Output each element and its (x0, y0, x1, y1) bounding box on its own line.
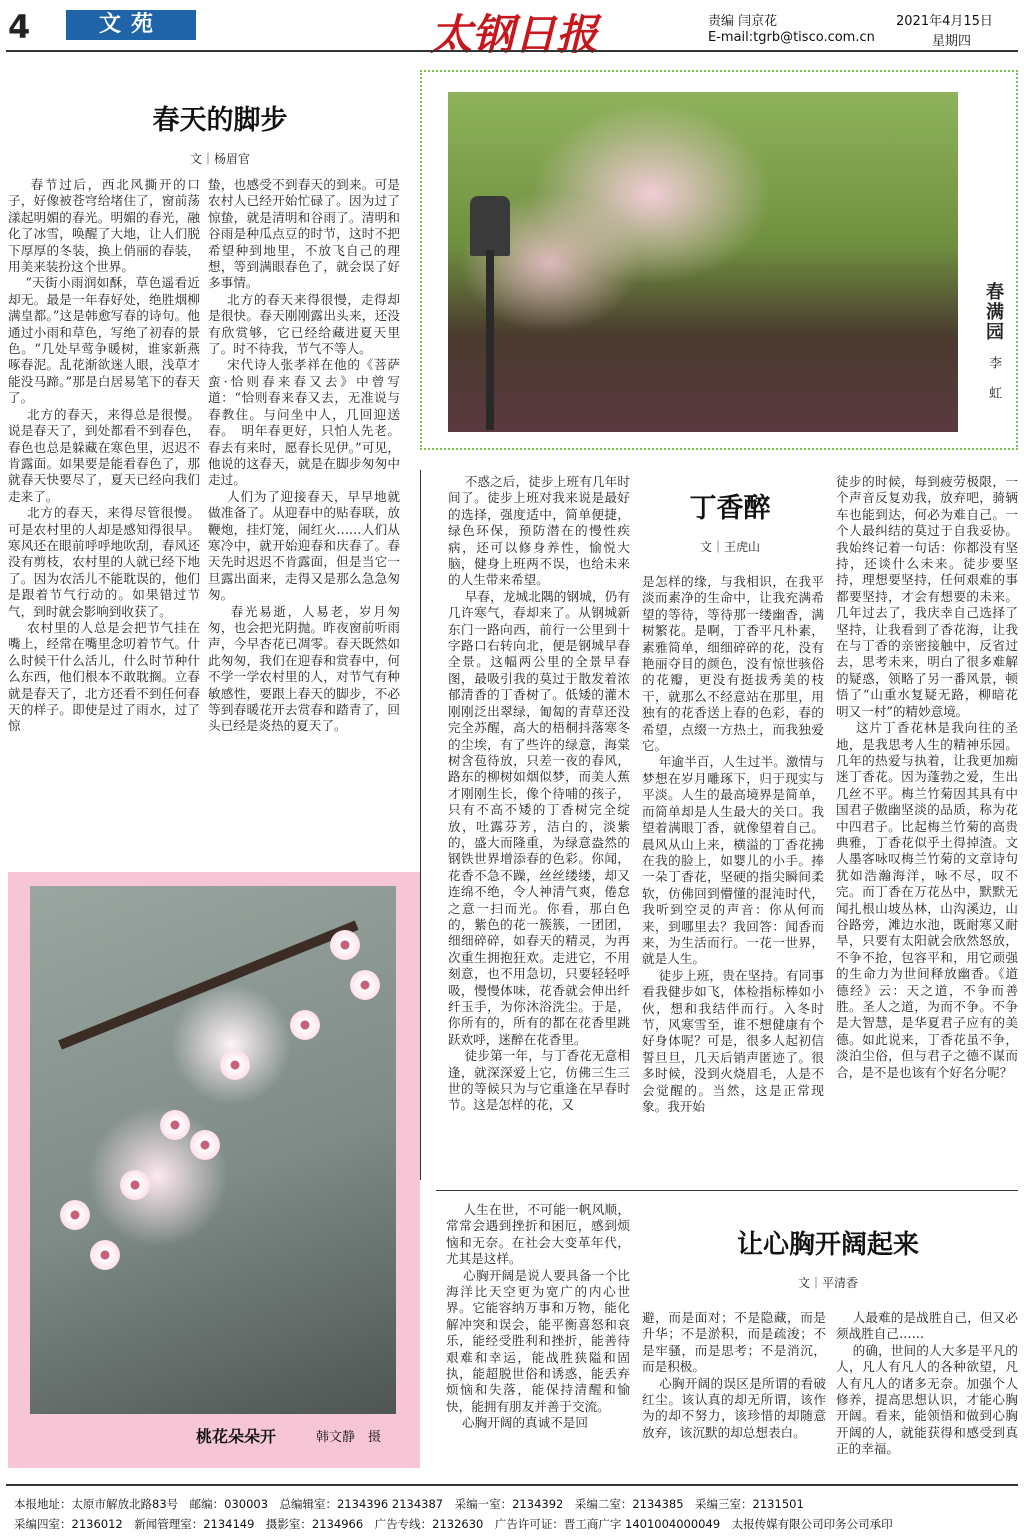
article2-col3: 徒步的时候，每到疲劳极限，一个声音反复劝我，放弃吧，骑辆车也能到达，何必为难自己。一个人最纠结的莫过于自我妥协。我始终记着一句话：你都没有坚持，还谈什么未来。徒步要坚持，理想要坚持，任何艰难的事都要坚持，才会有想要的未来。几年过去了，我庆幸自己选择了坚持，让我看到了香花海，让我在与丁香的亲密接触中，反省过去，思考未来，明白了很多难解的疑惑，领略了另一番风景，顿悟了“山重水复疑无路，柳暗花明又一村”的精妙意境。 这片丁香花林是我向往的圣地，是我思考人生的精神乐园。几年的热爱与执着，让我更加痴迷丁香花。因为蓬勃之爱，生出几丝不平。梅兰竹菊因其具有中国君子傲幽坚淡的品质，称为花中四君子。比起梅兰竹菊的高贵典雅，丁香花似乎土得掉渣。文人墨客咏叹梅兰竹菊的文章诗句犹如浩瀚海洋，咏不尽，叹不完。而丁香在万花丛中，默默无闻扎根山坡丛林，山沟溪边，山谷路旁，滩边水池，既耐寒又耐旱，只要有太阳就会欣然怒放，不争不抢，包容平和，用它顽强的生命力为世间释放幽香。《道德经》云：天之道，不争而善胜。圣人之道，为而不争。不争是大智慧，是华夏君子应有的美德。如此说来，丁香花虽不争，淡泊尘俗，但与君子之德不谋而合，是不是也该有个好名分呢？ (836, 474, 1018, 1080)
masthead: 太钢日报 (430, 10, 599, 59)
photo1-author: 李 虹 (986, 356, 1001, 401)
section-rule (436, 1190, 1018, 1191)
blossom-icon (160, 1110, 190, 1140)
blossom-icon (120, 1170, 150, 1200)
spring-garden-photo (448, 92, 958, 432)
article1-col1: 春节过后，西北风撕开的口子，好像被苍穹给堵住了，窗前荡漾起明媚的春光。明媚的春光，融化了冰雪，唤醒了大地，让人们脱下厚厚的冬装，换上俏丽的春装，用美来装扮这个世界。 “天街小雨润如酥，草色遥看近却无。最是一年春好处，绝胜烟柳满皇都。”这是韩愈写春的诗句。他通过小雨和草色，写绝了初春的景色。“几处早莺争暖树，谁家新燕啄春泥。乱花渐欲迷人眼，浅草才能没马蹄。”那是白居易笔下的春天了。 北方的春天，来得总是很慢。说是春天了，到处都看不到春色，春色也总是躲藏在寒色里，迟迟不肯露面。如果要是能看春色了，那就春天快要尽了，夏天已经向我们走来了。 北方的春天，来得尽管很慢。可是农村里的人却是感知得很早。寒风还在眼前呼呼地吹刮，春风还没有剪枝，农村里的人就已经下地了。因为农活儿不能耽误的，他们是跟着节气行动的。如果错过节气，到时就会影响到收获了。 农村里的人总是会把节气挂在嘴上，经常在嘴里念叨着节气。什么时候干什么活儿，什么时节种什么东西，他们根本不敢耽搁。立春就是春天了，北方还看不到任何春天的样子。即使是过了雨水，过了惊 (8, 177, 200, 734)
weekday: 星期四 (932, 34, 972, 49)
article1-byline: 文｜杨眉官 (189, 152, 250, 166)
section-label: 文苑 (66, 10, 196, 40)
issue-date: 2021年4月15日 (896, 14, 993, 29)
article2-title: 丁香醉 (689, 493, 771, 524)
blossom-icon (60, 1200, 90, 1230)
photo2-caption: 桃花朵朵开 (196, 1427, 277, 1446)
article2-col1: 不惑之后，徒步上班有几年时间了。徒步上班对我来说是最好的选择，强度适中，简单便捷，绿色环保，预防潜在的慢性疾病，还可以修身养性，愉悦大脑，健身上班两不误，也给未来的人生带来希望。 早春，龙城北隅的钢城，仍有几许寒气，春却来了。从钢城新东门一路向西，前行一公里到十字路口右转向北，便是钢城早春全景。这幅两公里的全景早春图，最吸引我的莫过于散发着浓郁清香的丁香树了。低矮的灌木刚刚泛出翠绿，匍匐的青草还没完全苏醒，高大的梧桐抖落寒冬的尘埃，有了些许的绿意，海棠树含苞待放，只差一夜的春风，路东的柳树如烟似梦，而美人蕉才刚刚生长，像个待哺的孩子，只有不高不矮的丁香树完全绽放，吐露芬芳，洁白的，淡紫的，盛大而隆重，为绿意盎然的钢铁世界增添春的色彩。你闻，花香不急不躁，丝丝缕缕，却又连绵不绝，令人神清气爽，倦怠之意一扫而光。你看，那白色的，紫色的花一簇簇，一团团，细细碎碎，如春天的精灵，为再次重生拥抱狂欢。走进它，不用刻意，也不用急切，只要轻轻呼吸，慢慢体味，花香就会伸出纤纤玉手，为你沐浴洗尘。于是，你所有的，所有的都在花香里跳跃欢呼，迷醉在花香里。 徒步第一年，与丁香花无意相逢，就深深爱上它，仿佛三生三世的等候只为与它重逢在早春时节。这是怎样的花，又 (448, 474, 630, 1113)
article3-col3: 人最难的是战胜自己，但又必须战胜自己…… 的确，世间的人大多是平凡的人，凡人有凡人的各种欲望，凡人有凡人的诸多无奈。加强个人修养，提高思想认识，才能心胸开阔。看来，能领悟和做到心胸开阔的人，就能获得和感受到真正的幸福。 (836, 1310, 1018, 1457)
lamp-post-shape (486, 250, 494, 430)
article1-title: 春天的脚步 (152, 105, 288, 136)
article3-col1: 人生在世，不可能一帆风顺，常常会遇到挫折和困厄，感到烦恼和无奈。在社会大变革年代，尤其是这样。 心胸开阔是说人要具备一个比海洋比天空更为宽广的内心世界。它能容纳万事和万物，能化解冲突和误会，能平衡喜怒和哀乐，能经受胜利和挫折，能善待艰难和幸运，能战胜狭隘和固执，能超脱世俗和诱惑，能丢弃烦恼和失落，能保持清醒和愉快，能拥有朋友并善于交流。 心胸开阔的真诚不是回 (446, 1202, 630, 1431)
email-label: E-mail:tgrb@tisco.com.cn (708, 30, 875, 45)
photo1-caption: 春满园 (983, 282, 1004, 342)
column-divider (420, 470, 421, 1180)
article3-title: 让心胸开阔起来 (736, 1230, 919, 1260)
footer-line2: 采编四室：2136012 新闻管理室：2134149 摄影室：2134966 广告专线：2132630 广告许可证：晋工商广字 1401004000049 太报传媒有限公司印务公司承印 (14, 1517, 893, 1531)
article2-col2: 是怎样的缘，与我相识，在我平淡而素净的生命中，让我充满希望的等待，等待那一缕幽香，满树繁花。是啊，丁香平凡朴素，素雅简单，细细碎碎的花，没有艳丽夺目的颜色，没有惊世骇俗的花瓣，更没有挺拔秀美的枝干，就那么不经意站在那里，用独有的花香送上春的色彩，春的希望，点缀一方热土，而我独爱它。 年逾半百，人生过半。激情与梦想在岁月雕琢下，归于现实与平淡。人生的最高境界是简单，而简单却是人生最大的关口。我望着满眼丁香，就像望着自己。晨风从山上来，横溢的丁香花拂在我的脸上，如婴儿的小手。捧一朵丁香花，坚硬的指尖瞬间柔软，仿佛回到懵懂的混沌时代，我听到空灵的声音：你从何而来，到哪里去？我回答：闻香而来，为生活而行。一花一世界，就是人生。 徒步上班，贵在坚持。有同事看我健步如飞，体检指标棒如小伙，想和我结伴而行。入冬时节，风寒雪至，谁不想健康有个好身体呢？可是，很多人起初信誓旦旦，几天后销声匿迹了。很多时候，没到火烧眉毛，人是不会觉醒的。当然，这是正常现象。我开始 (642, 574, 824, 1114)
blossom-icon (90, 1240, 120, 1270)
article3-col2: 避，而是面对；不是隐藏，而是升华；不是淤积，而是疏浚；不是牢骚，而是思考；不是消沉，而是积极。 心胸开阔的误区是所谓的看破红尘。该认真的却无所谓，该作为的却不努力，该珍惜的却随意放弃，该沉默的却总想表白。 (642, 1310, 826, 1440)
blossom-icon (330, 930, 360, 960)
page-number: 4 (8, 8, 31, 46)
article1-col2: 蛰，也感受不到春天的到来。可是农村人已经开始忙碌了。因为过了惊蛰，就是清明和谷雨了。清明和谷雨是种瓜点豆的时节，这时不把希望种到地里，不放飞自己的理想，等到满眼春色了，就会误了好多事情。 北方的春天来得很慢，走得却是很快。春天刚刚露出头来，还没有欣赏够，它已经给藏进夏天里了。时不待我，节气不等人。 宋代诗人张孝祥在他的《菩萨蛮·恰则春来春又去》中曾写道：“恰则春来春又去，无准说与春教住。与问坐中人，几回迎送春。 明年春更好，只怕人先老。春去有来时，愿春长见伊。”可见，他说的这春天，就是在脚步匆匆中走过。 人们为了迎接春天，早早地就做准备了。从迎春中的贴春联，放鞭炮，挂灯笼，闹红火……人们从寒冷中，就开始迎春和庆春了。春天先时迟迟不肯露面，但是当它一旦露出面来，走得又是那么急急匆匆。 春光易逝，人易老，岁月匆匆，也会把光阴抛。昨夜窗前听雨声，今早杏花已凋零。春天既然如此匆匆，我们在迎春和赏春中，何不学一学农村里的人，对节气有种敏感性，要跟上春天的脚步，不必等到春暖花开去赏春和踏青了，回头已经是炎热的夏天了。 (208, 177, 400, 734)
header-rule (6, 50, 1018, 52)
editor-label: 责编 闫京花 (708, 14, 778, 29)
blossom-icon (290, 1010, 320, 1040)
footer-rule (6, 1484, 1018, 1486)
blossom-icon (190, 1130, 220, 1160)
blossom-icon (220, 1050, 250, 1080)
street-lamp-shape (470, 196, 510, 256)
article3-byline: 文｜平清香 (797, 1276, 858, 1290)
blossom-icon (350, 970, 380, 1000)
article2-byline: 文｜王虎山 (699, 540, 760, 554)
footer-line1: 本报地址：太原市解放北路83号 邮编：030003 总编辑室：2134396 2134387 采编一室：2134392 采编二室：2134385 采编三室：2131501 (14, 1497, 804, 1511)
photo2-author: 韩文静 摄 (316, 1430, 382, 1445)
